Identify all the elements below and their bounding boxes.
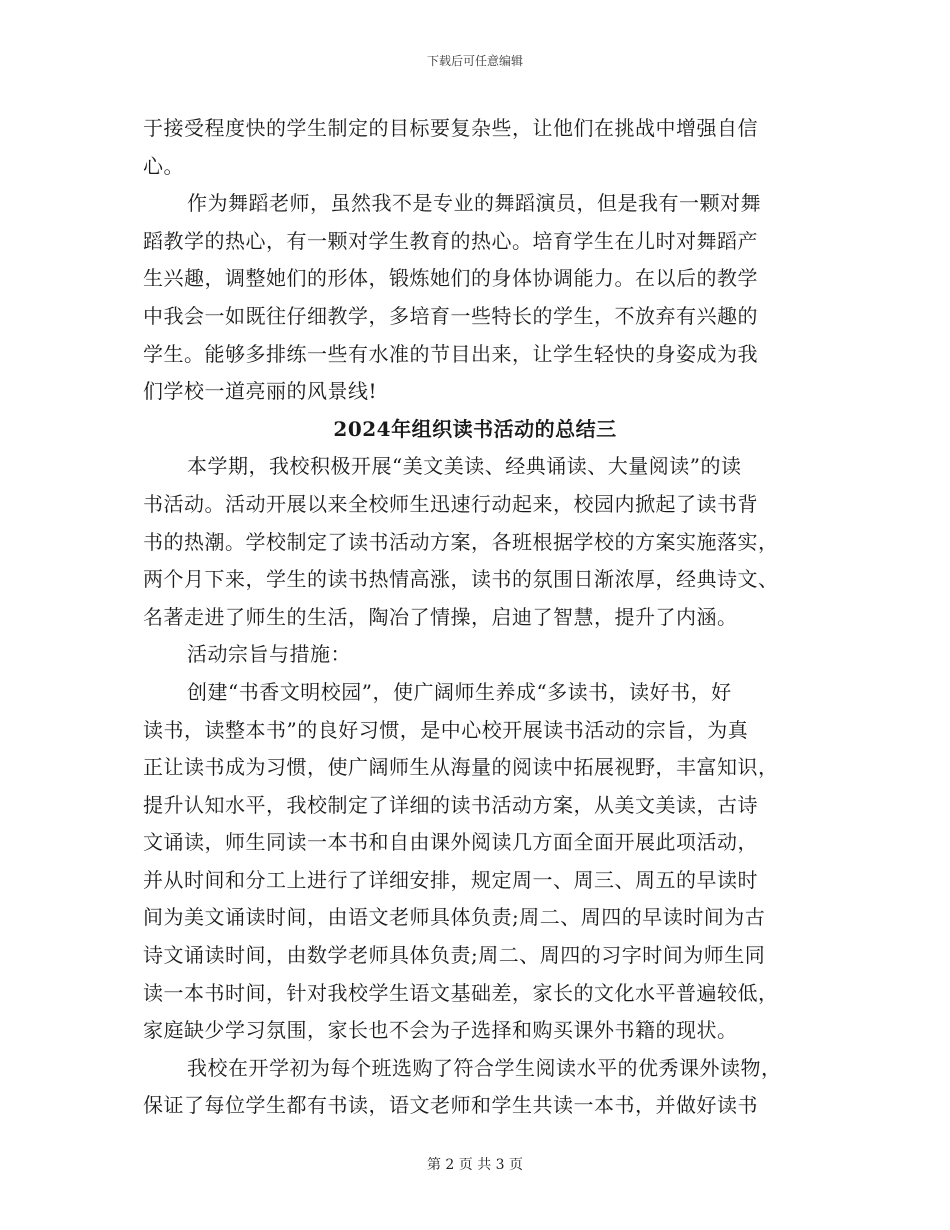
body-line: 作为舞蹈老师，虽然我不是专业的舞蹈演员，但是我有一颗对舞 (187, 191, 761, 216)
body-line: 我校在开学初为每个班选购了符合学生阅读水平的优秀课外读物， (187, 1055, 782, 1080)
body-line: 蹈教学的热心，有一颗对学生教育的热心。培育学生在儿时对舞蹈产 (143, 228, 758, 253)
body-line: 创建“书香文明校园”，使广阔师生养成“多读书，读好书，好 (187, 679, 732, 704)
body-line: 文诵读，师生同读一本书和自由课外阅读几方面全面开展此项活动， (143, 830, 758, 855)
body-line: 并从时间和分工上进行了详细安排，规定周一、周三、周五的早读时 (143, 867, 758, 892)
body-line: 保证了每位学生都有书读，语文老师和学生共读一本书，并做好读书 (143, 1093, 758, 1118)
body-line: 学生。能够多排练一些有水准的节目出来，让学生轻快的身姿成为我 (143, 341, 758, 366)
section-heading: 2024年组织读书活动的总结三 (333, 416, 617, 441)
body-line: 生兴趣，调整她们的形体，锻炼她们的身体协调能力。在以后的教学 (143, 266, 758, 291)
body-line: 间为美文诵读时间，由语文老师具体负责;周二、周四的早读时间为古 (143, 905, 766, 930)
page-number: 第 2 页 共 3 页 (426, 1157, 524, 1173)
body-line: 读书，读整本书”的良好习惯，是中心校开展读书活动的宗旨，为真 (143, 717, 749, 742)
body-line: 读一本书时间，针对我校学生语文基础差，家长的文化水平普遍较低， (143, 980, 779, 1005)
page-header-note: 下载后可任意编辑 (426, 54, 523, 68)
body-line: 两个月下来，学生的读书热情高涨，读书的氛围日渐浓厚，经典诗文、 (143, 567, 779, 592)
body-line: 正让读书成为习惯，使广阔师生从海量的阅读中拓展视野，丰富知识， (143, 755, 779, 780)
body-line: 心。 (143, 153, 184, 178)
body-line: 们学校一道亮丽的风景线! (143, 379, 378, 404)
body-line: 书的热潮。学校制定了读书活动方案，各班根据学校的方案实施落实， (143, 529, 779, 554)
document-body (143, 110, 807, 1125)
body-line: 提升认知水平，我校制定了详细的读书活动方案，从美文美读，古诗 (143, 792, 758, 817)
body-line: 中我会一如既往仔细教学，多培育一些特长的学生，不放弃有兴趣的 (143, 303, 758, 328)
body-line: 书活动。活动开展以来全校师生迅速行动起来，校园内掀起了读书背 (143, 491, 758, 516)
body-line: 诗文诵读时间，由数学老师具体负责;周二、周四的习字时间为师生同 (143, 943, 766, 968)
subsection-label: 活动宗旨与措施： (187, 642, 351, 667)
body-line: 于接受程度快的学生制定的目标要复杂些，让他们在挑战中增强自信 (143, 116, 758, 140)
body-line: 名著走进了师生的生活，陶冶了情操，启迪了智慧，提升了内涵。 (143, 604, 738, 629)
body-line: 本学期，我校积极开展“美文美读、经典诵读、大量阅读”的读 (187, 454, 742, 479)
body-line: 家庭缺少学习氛围，家长也不会为子选择和购买课外书籍的现状。 (143, 1018, 738, 1043)
